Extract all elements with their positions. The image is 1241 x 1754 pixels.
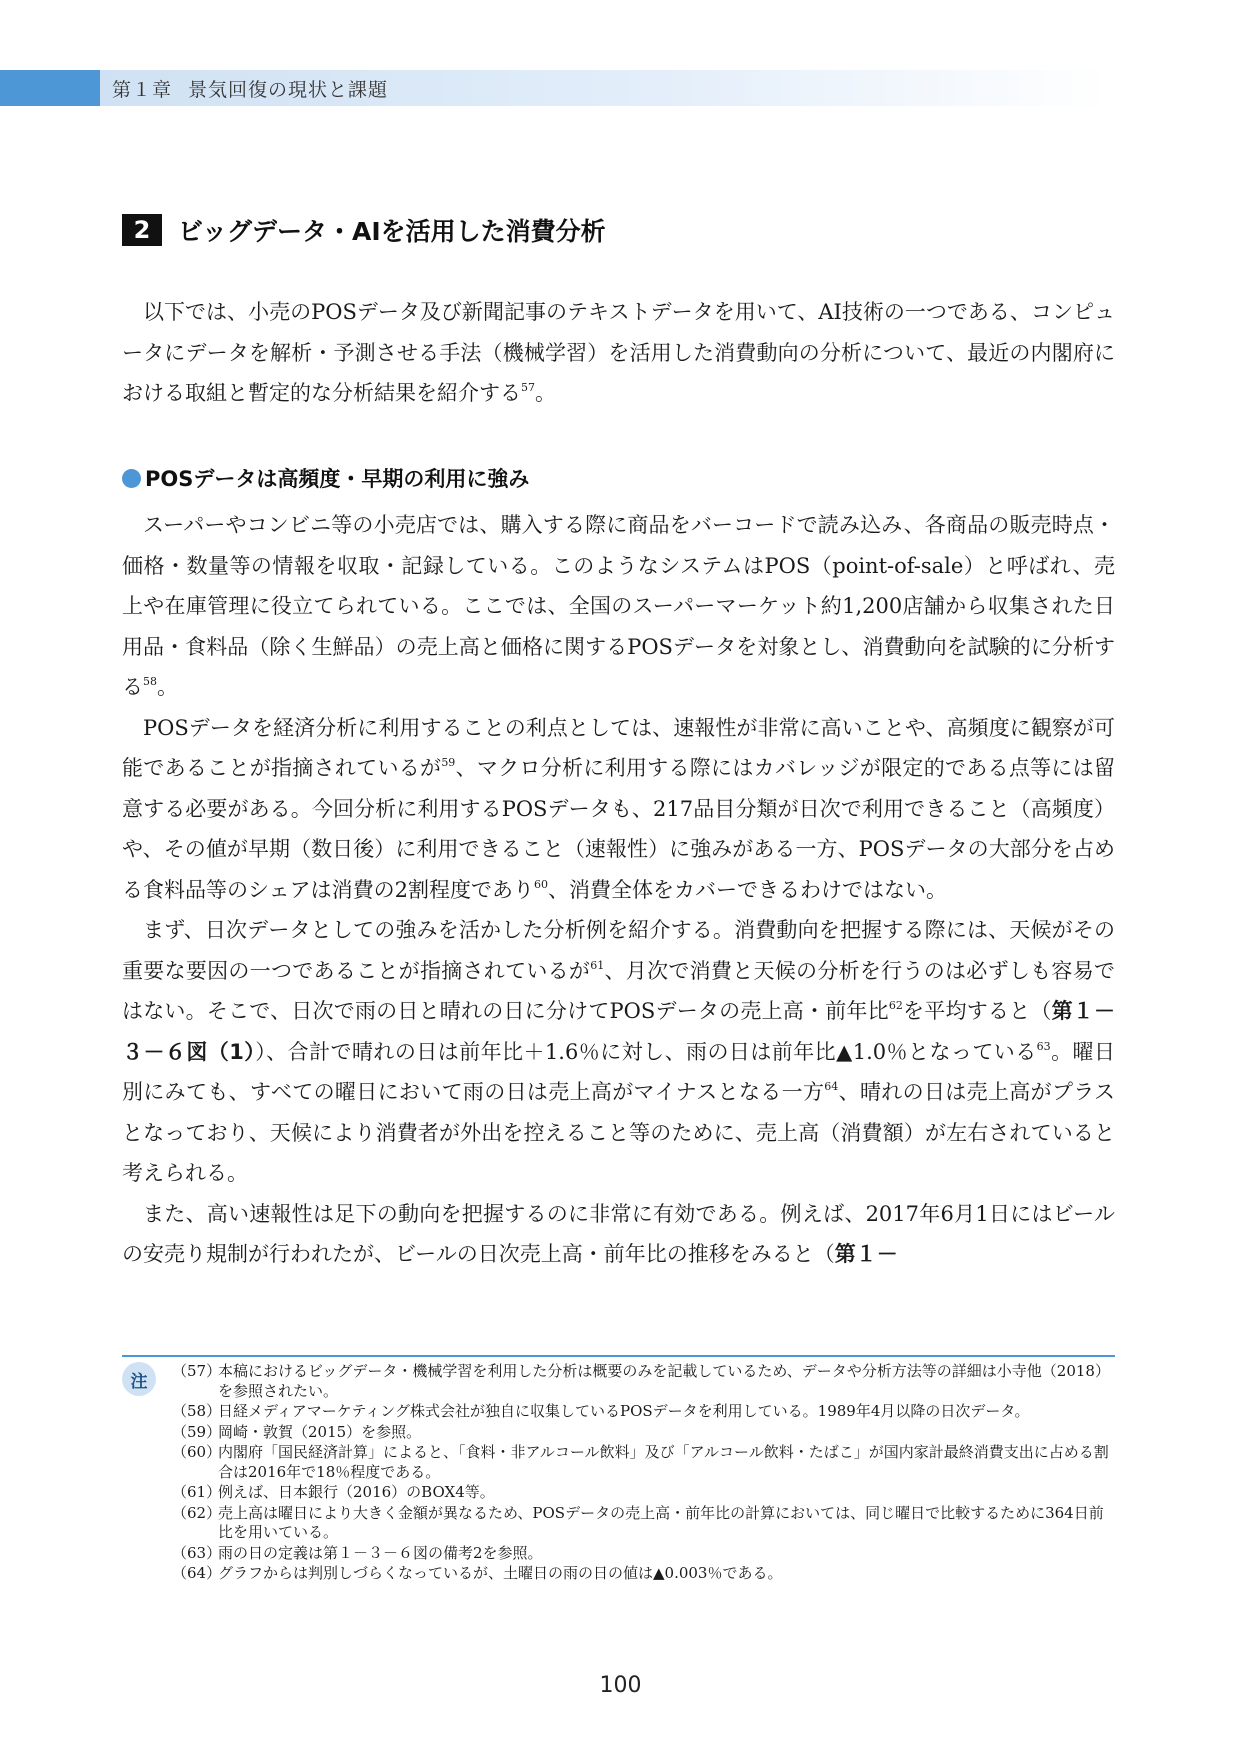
footnote-ref[interactable]: 61 <box>590 958 605 972</box>
footnote-text: 本稿におけるビッグデータ・機械学習を利用した分析は概要のみを記載しているため、データや分析方法等の詳細は小寺他（2018）を参照されたい。 <box>218 1362 1110 1400</box>
section-heading <box>122 214 606 246</box>
footnote-text: グラフからは判別しづらくなっているが、土曜日の雨の日の値は▲0.003％である。 <box>218 1564 783 1582</box>
footnote-list <box>172 1362 1115 1585</box>
footnote-ref[interactable]: 60 <box>533 877 548 891</box>
footnote-ref[interactable]: 63 <box>1036 1039 1051 1053</box>
footnote-number: （60） <box>172 1443 222 1461</box>
footnote-item <box>172 1362 1115 1401</box>
section-number-badge: 2 <box>122 214 162 246</box>
footnote-item <box>172 1443 1115 1482</box>
footnote-text: 岡崎・敦賀（2015）を参照。 <box>218 1422 422 1441</box>
notes-badge: 注 <box>122 1362 156 1396</box>
footnote-ref[interactable]: 58 <box>143 675 157 688</box>
paragraph-4: また、高い速報性は足下の動向を把握するのに非常に有効である。例えば、2017年6月1日にはビールの安売り規制が行われたが、ビールの日次売上高・前年比の推移をみると（第１－ <box>122 1201 1115 1266</box>
footnote-number: （61） <box>172 1483 222 1501</box>
running-header <box>112 75 388 102</box>
subheading <box>122 463 529 493</box>
figure-reference[interactable]: 第１－ <box>834 1242 898 1266</box>
footnote-number: （58） <box>172 1402 222 1420</box>
intro-paragraph: 以下では、小売のPOSデータ及び新聞記事のテキストデータを用いて、AI技術の一つである、コンピュータにデータを解析・予測させる手法（機械学習）を活用した消費動向の分析について、最近の内閣府における取組と暫定的な分析結果を紹介する$^{57}$。 <box>122 300 1115 405</box>
main-body <box>122 505 1115 1275</box>
footnote-text: 例えば、日本銀行（2016）のBOX4等。 <box>218 1483 495 1501</box>
footnote-item <box>172 1504 1115 1543</box>
footnote-ref[interactable]: 57 <box>521 381 535 394</box>
footnote-item <box>172 1483 1115 1503</box>
footnote-ref[interactable]: 59 <box>441 756 456 769</box>
footnote-text: 日経メディアマーケティング株式会社が独自に収集しているPOSデータを利用している。1989年4月以降の日次データ。 <box>218 1402 1030 1420</box>
footnote-item <box>172 1564 1115 1584</box>
footnote-number: （63） <box>172 1543 222 1562</box>
footnote-text: 内閣府「国民経済計算」によると、「食料・非アルコール飲料」及び「アルコール飲料・たばこ」が国内家計最終消費支出に占める割合は2016年で18％程度である。 <box>218 1443 1109 1481</box>
footnote-number: （64） <box>172 1564 222 1582</box>
paragraph-3: まず、日次データとしての強みを活かした分析例を紹介する。消費動向を把握する際には、天候がその重要な要因の一つであることが指摘されているが$^{61}$、月次で消費と天候の分析を行うのは必ずしも容易ではない。そこで、日次で雨の日と晴れの日に分けてPOSデータの売上高・前年比$^{62}$を平均すると（第１－３－６図（1））、合計で晴れの日は前年比＋1.6％に対し、雨の日は前年比▲1.0％となっている$^{63}$。曜日別にみても、すべての曜日において雨の日は売上高がマイナスとなる一方$^{64}$、晴れの日は売上高がプラスとなっており、天候により消費者が外出を控えること等のために、売上高（消費額）が左右されていると考えられる。 <box>122 918 1116 1185</box>
footnote-number: （57） <box>172 1362 222 1380</box>
subheading-text: POSデータは高頻度・早期の利用に強み <box>145 467 530 491</box>
footnote-text: 雨の日の定義は第１－３－６図の備考2を参照。 <box>218 1543 543 1562</box>
chapter-title: 景気回復の現状と課題 <box>188 79 389 101</box>
footnote-ref[interactable]: 62 <box>888 999 903 1012</box>
footnote-number: （62） <box>172 1503 222 1522</box>
footnote-ref[interactable]: 64 <box>824 1080 839 1093</box>
footnote-text: 売上高は曜日により大きく金額が異なるため、POSデータの売上高・前年比の計算においては、同じ曜日で比較するために364日前比を用いている。 <box>218 1503 1104 1541</box>
figure-reference[interactable]: 第１－３－６図（1） <box>122 999 1116 1064</box>
header-accent-block <box>0 70 100 106</box>
paragraph-2: POSデータを経済分析に利用することの利点としては、速報性が非常に高いことや、高頻度に観察が可能であることが指摘されているが$^{59}$、マクロ分析に利用する際にはカバレッジが限定的である点等には留意する必要がある。今回分析に利用するPOSデータも、217品目分類が日次で利用できること（高頻度）や、その値が早期（数日後）に利用できること（速報性）に強みがある一方、POSデータの大部分を占める食料品等のシェアは消費の2割程度であり$^{60}$、消費全体をカバーできるわけではない。 <box>122 715 1115 902</box>
bullet-dot-icon <box>122 469 141 488</box>
intro-block <box>122 292 1115 414</box>
page-number: 100 <box>599 1673 642 1698</box>
paragraph-1: スーパーやコンビニ等の小売店では、購入する際に商品をバーコードで読み込み、各商品の販売時点・価格・数量等の情報を収取・記録している。このようなシステムはPOS（point-of-sale）と呼ばれ、売上や在庫管理に役立てられている。ここでは、全国のスーパーマーケット約1,200店舗から収集された日用品・食料品（除く生鮮品）の売上高と価格に関するPOSデータを対象とし、消費動向を試験的に分析する$^{58}$。 <box>122 513 1115 699</box>
chapter-number: 第１章 <box>112 79 173 101</box>
section-title: ビッグデータ・AIを活用した消費分析 <box>178 217 606 246</box>
footnote-divider <box>122 1355 1115 1357</box>
footnote-item <box>172 1544 1115 1564</box>
footnote-item <box>172 1402 1115 1422</box>
footnote-number: （59） <box>172 1422 222 1441</box>
footnote-item <box>172 1423 1115 1443</box>
